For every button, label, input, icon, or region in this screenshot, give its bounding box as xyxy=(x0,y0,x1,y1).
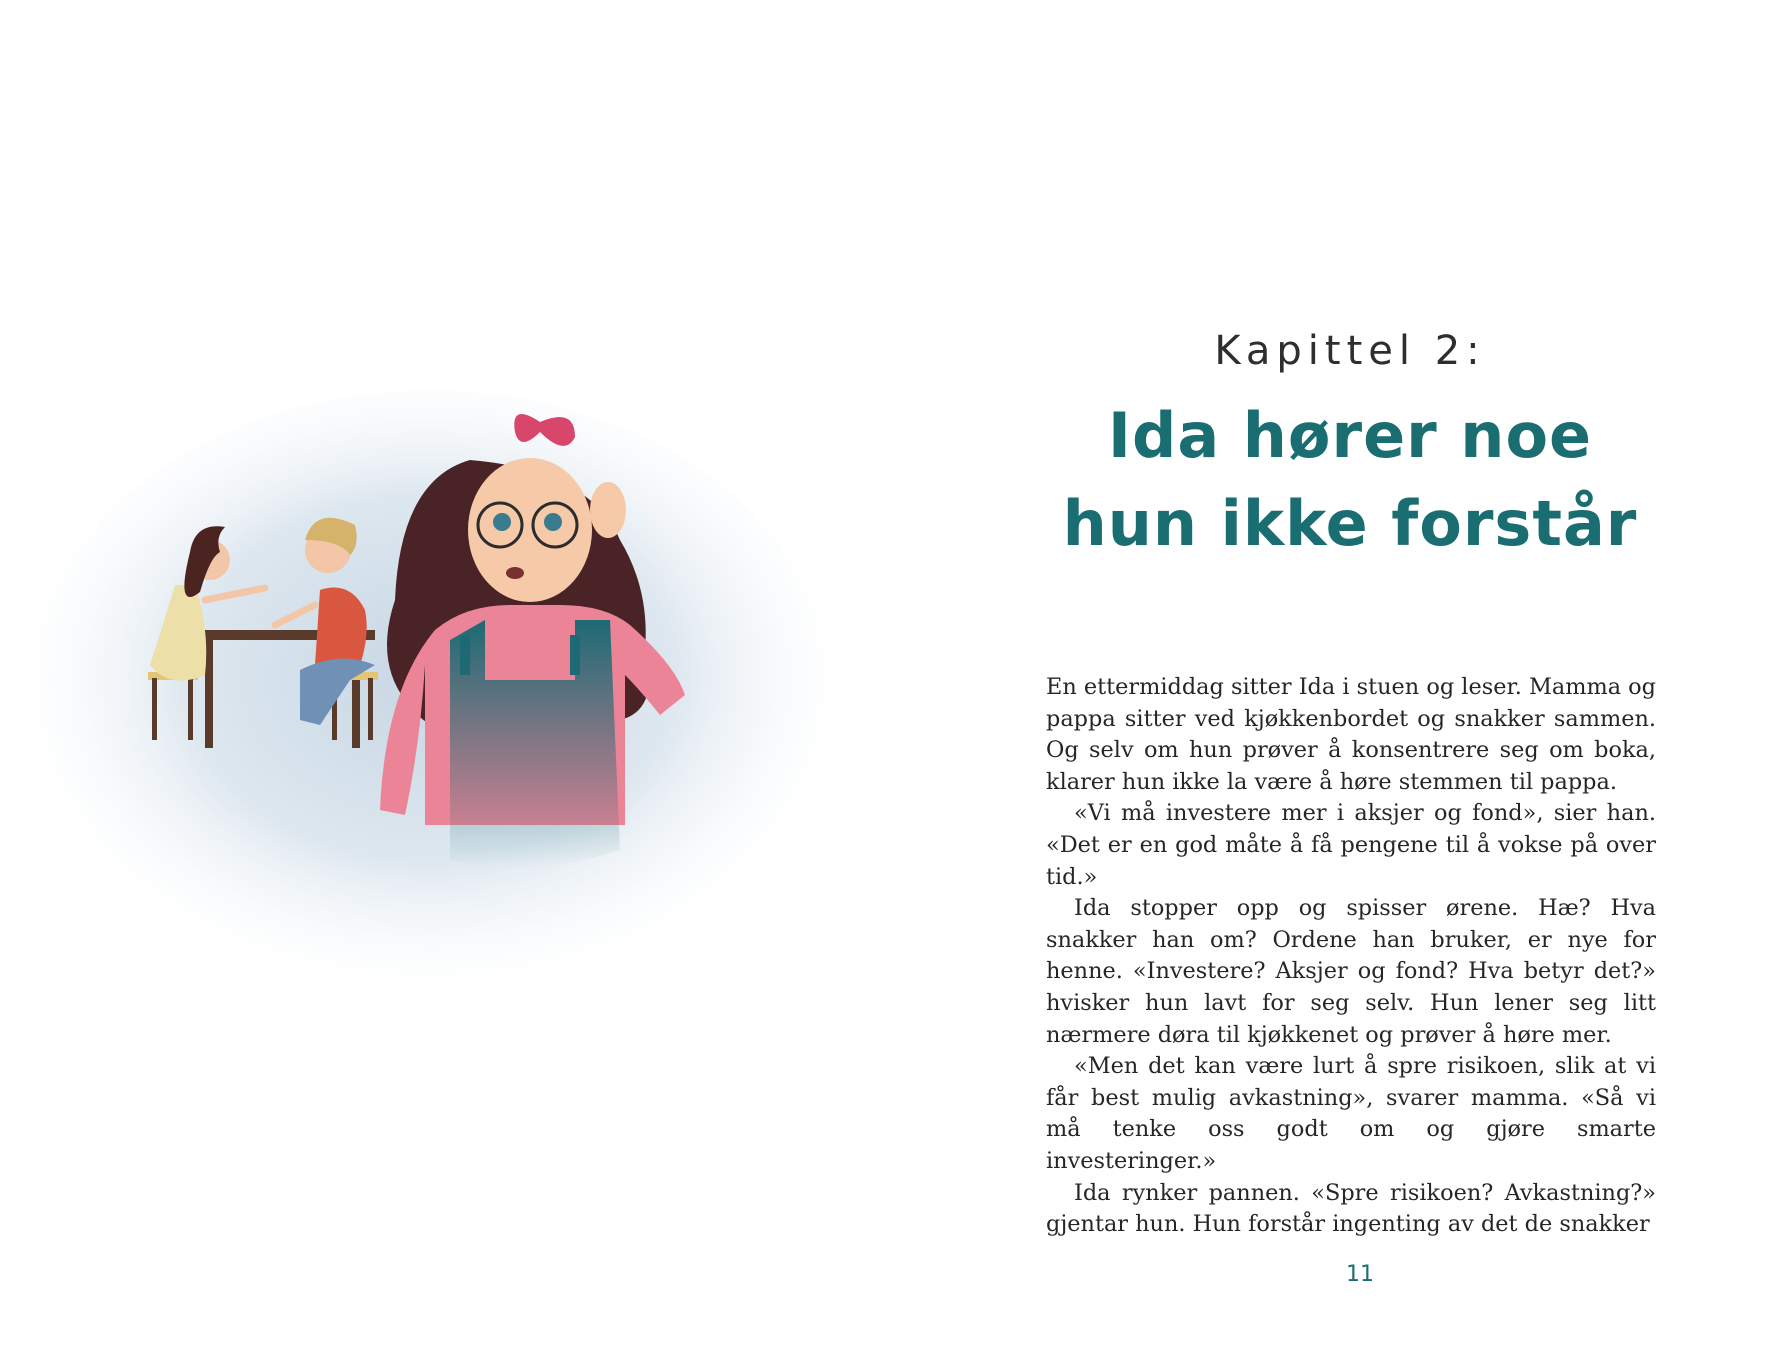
illustration xyxy=(40,380,840,1040)
paragraph: Ida stopper opp og spisser ørene. Hæ? Hva snakker han om? Ordene han bruker, er nye for henne. «Investere? Aksjer og fond? Hva betyr det?» hvisker hun lavt for seg selv. Hun lener seg litt nærmere døra til kjøkkenet og prøver å høre mer. xyxy=(1046,895,1656,1048)
page-number: 11 xyxy=(1346,1262,1374,1287)
paragraph: Ida rynker pannen. «Spre risikoen? Avkastning?» gjentar hun. Hun forstår ingenting av det de snakker xyxy=(1046,1179,1656,1238)
body-text xyxy=(1046,672,1656,1241)
chapter-label: Kapittel 2: xyxy=(1214,328,1486,374)
chapter-title xyxy=(1000,392,1700,568)
paragraph: En ettermiddag sitter Ida i stuen og leser. Mamma og pappa sitter ved kjøkkenbordet og snakker sammen. Og selv om hun prøver å konsentrere seg om boka, klarer hun ikke la være å høre stemmen til pappa. xyxy=(1046,674,1656,795)
girl-listening-illustration-icon xyxy=(40,380,840,1040)
paragraph: «Men det kan være lurt å spre risikoen, slik at vi får best mulig avkastning», svarer mamma. «Så vi må tenke oss godt om og gjøre smarte investeringer.» xyxy=(1046,1053,1656,1174)
paragraph: «Vi må investere mer i aksjer og fond», sier han. «Det er en god måte å få pengene til å vokse på over tid.» xyxy=(1046,800,1656,890)
chapter-title-line: hun ikke forstår xyxy=(1062,487,1638,560)
chapter-title-line: Ida hører noe xyxy=(1107,399,1593,472)
